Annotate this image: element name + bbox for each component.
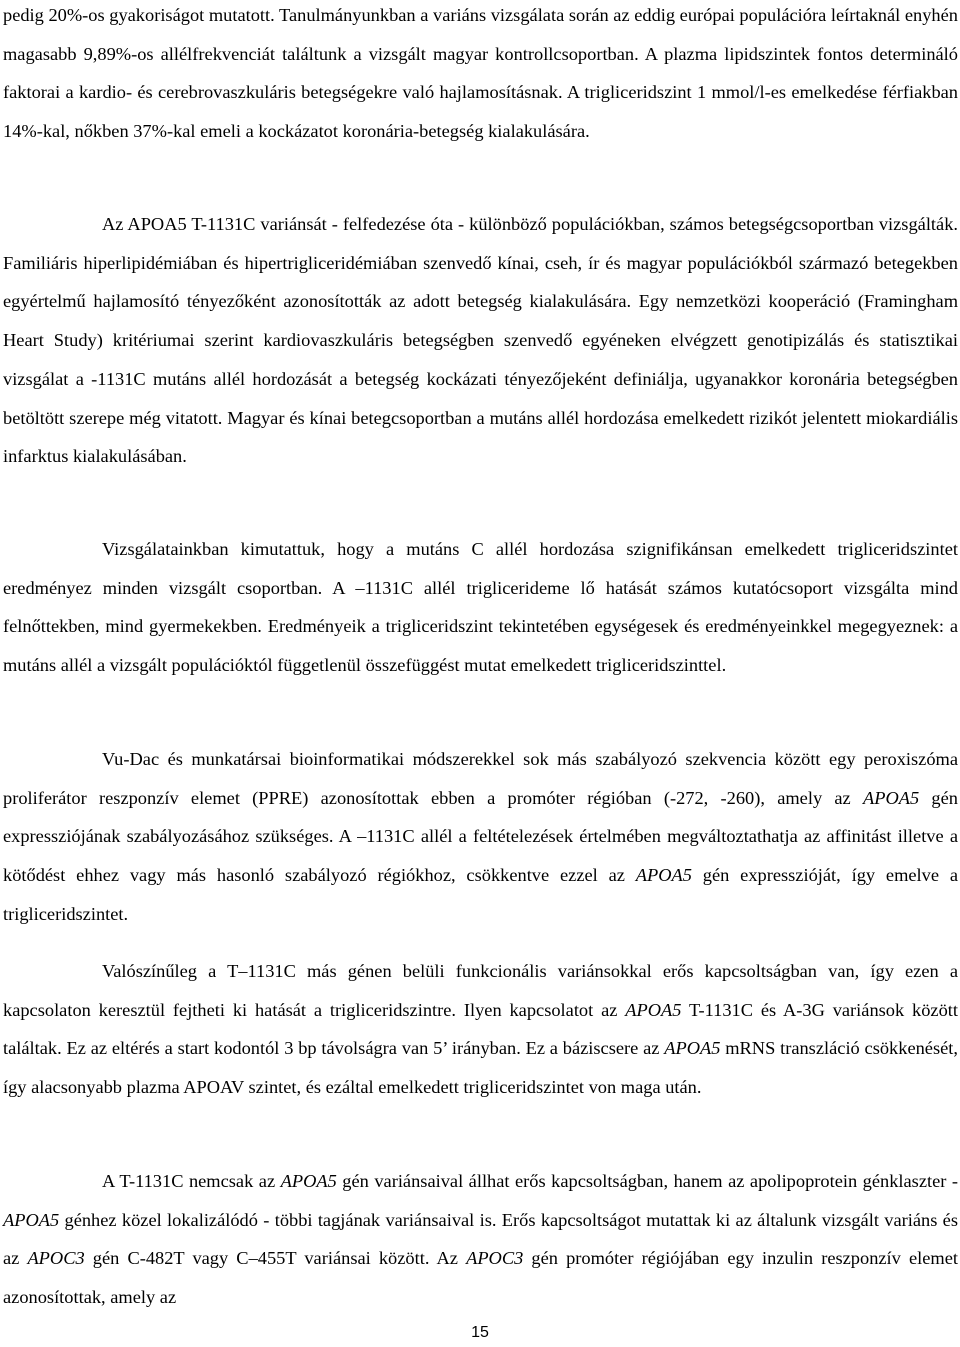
gene-name-italic: APOA5 [862, 787, 920, 808]
text-run: gén C-482T vagy C–455T variánsai között. Az [84, 1248, 467, 1269]
text-run: Az APOA5 T-1131C variánsát - felfedezése óta - különböző populációkban, számos betegségcsoportban vizsgálták. Familiáris hiperlipidémiában és hipertrigliceridémiában szenvedő kínai, cseh, ír és magyar populációkból származó betegekben egyértelmű hajlamosító tényezőként azonosították az adott betegség kialakulására. Egy nemzetközi kooperáció (Framingham Heart Study) kritériumai szerint kardiovaszkuláris betegségben szenvedő egyéneken elvégzett genotipizálás és statisztikai vizsgálat a -1131C mutáns allél hordozását a betegség kockázati tényezőjeként definiálja, ugyanakkor koronária betegségben betöltött szerepe még vitatott. Magyar és kínai betegcsoportban a mutáns allél hordozása emelkedett rizikót jelentett miokardiális infarktus kialakulásában. [3, 214, 958, 467]
text-run: mRNS transzláció csökkenését, így alacsonyabb plazma APOAV szintet, és ezáltal emelkedett trigliceridszintet von maga után. [3, 1038, 958, 1098]
text-run: Vu-Dac és munkatársai bioinformatikai módszerekkel sok más szabályozó szekvencia között egy peroxiszóma proliferátor reszponzív elemet (PPRE) azonosítottak ebben a promóter régióban (-272, -260), amely az [3, 749, 958, 808]
paragraph-3 [3, 530, 958, 685]
paragraph-2 [3, 205, 958, 476]
gene-name-italic: APOA5 [280, 1171, 337, 1191]
gene-name-italic: APOA5 [3, 1209, 60, 1230]
gene-name-italic: APOC3 [27, 1248, 85, 1269]
text-run: gén variánsaival állhat erős kapcsoltságban, hanem az apolipoprotein génklaszter - [336, 1171, 959, 1191]
text-run: gén expressziójának szabályozásához szükséges. A –1131C allél a feltételezések értelmében megváltoztathatja az affinitást illetve a kötődést ehhez vagy más hasonló szabályozó régiókhoz, csökkentve ezzel az [3, 787, 958, 886]
page-number: 15 [471, 1324, 489, 1341]
text-run: Vizsgálatainkban kimutattuk, hogy a mutáns C allél hordozása szignifikánsan emelkedett trigliceridszintet eredményez minden vizsgált csoportban. A –1131C allél triglicerideme lő hatását számos kutatócsoport vizsgálta mind felnőttekben, mind gyermekekben. Eredményeik a trigliceridszint tekintetében egységesek és eredményeinkkel megegyeznek: a mutáns allél a vizsgált populációktól függetlenül összefüggést mutat emelkedett trigliceridszinttel. [3, 539, 958, 676]
text-run: A T-1131C nemcsak az [102, 1171, 281, 1191]
text-run: T-1131C és A-3G variánsok között találtak. Ez az eltérés a start kodontól 3 bp távolságra van 5’ irányban. Ez a báziscsere az [3, 999, 958, 1059]
paragraph-6 [3, 1162, 958, 1317]
gene-name-italic: APOA5 [625, 999, 682, 1020]
text-run: gén promóter régiójában egy inzulin reszponzív elemet azonosítottak, amely az [3, 1248, 958, 1308]
paragraph-4 [3, 740, 958, 934]
gene-name-italic: APOA5 [635, 865, 692, 886]
paragraph-1 [3, 0, 958, 151]
text-run: gén expresszióját, így emelve a trigliceridszintet. [3, 865, 959, 924]
text-run: Valószínűleg a T–1131C más génen belüli funkcionális variánsokkal erős kapcsoltságban van, így ezen a kapcsolaton keresztül fejtheti ki hatását a trigliceridszintre. Ilyen kapcsolatot az [3, 961, 958, 1020]
gene-name-italic: APOC3 [466, 1248, 524, 1269]
text-run: pedig 20%-os gyakoriságot mutatott. Tanulmányunkban a variáns vizsgálata során az eddig európai populációra leírtaknál enyhén magasabb 9,89%-os allélfrekvenciát találtunk a vizsgált magyar kontrollcsoportban. A plazma lipidszintek fontos determináló faktorai a kardio- és cerebrovaszkuláris betegségekre való hajlamosításnak. A trigliceridszint 1 mmol/l-es emelkedése férfiakban 14%-kal, nőkben 37%-kal emeli a kockázatot koronária-betegség kialakulására. [3, 5, 958, 142]
text-run: génhez közel lokalizálódó - többi tagjának variánsaival is. Erős kapcsoltságot mutattak ki az általunk vizsgált variáns és az [3, 1209, 958, 1269]
paragraph-5 [3, 952, 958, 1107]
gene-name-italic: APOA5 [664, 1038, 721, 1059]
